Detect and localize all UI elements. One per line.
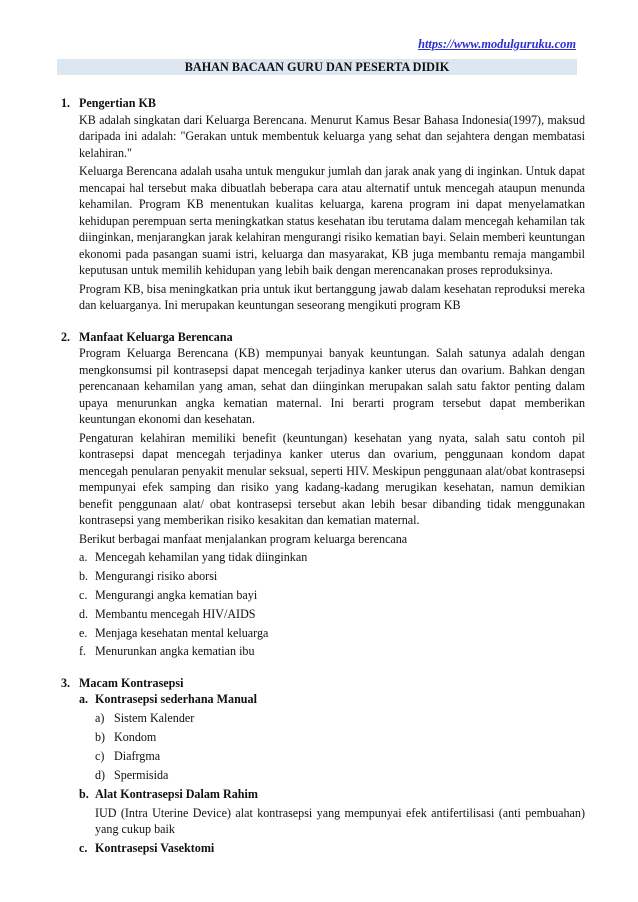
section-number: 1. — [61, 96, 71, 110]
subsection-marker: b. — [79, 786, 89, 801]
paragraph: Pengaturan kelahiran memiliki benefit (keuntungan) kesehatan yang nyata, salah satu contoh pil kontrasepsi dapat mencegah terjadinya kanker uterus dan ovarium, penggunaan kondom dapat mencegah penularan penyakit menular seksual, seperti HIV. Meskipun penggunaan alat/obat kontrasepsi mempunyai efek samping dan risiko yang kadang-kadang merugikan kesehatan, namun demikian benefit penggunaan alat/ obat kontrasepsi tersebut akan lebih besar dibanding tidak menggunakan kontrasepsi yang memberikan risiko kesakitan dan kematian maternal. — [79, 430, 585, 527]
list-marker: d) — [95, 768, 106, 783]
subsection-heading — [79, 786, 585, 803]
list-item — [95, 710, 585, 727]
list-marker: c) — [95, 749, 105, 764]
list-item — [95, 748, 585, 765]
list-marker: b. — [79, 568, 89, 583]
list-item — [95, 729, 585, 746]
section-heading — [61, 95, 585, 112]
subsection-marker: c. — [79, 840, 88, 855]
paragraph: Berikut berbagai manfaat menjalankan program keluarga berencana — [79, 531, 408, 546]
section-heading — [61, 329, 585, 346]
section-number: 2. — [61, 329, 71, 344]
list-item — [95, 767, 585, 784]
paragraph: Keluarga Berencana adalah usaha untuk mengukur jumlah dan jarak anak yang di inginkan. Untuk dapat mencapai hal tersebut maka dibuatlah beberapa cara atau alternatif untuk mencegah ataupun menunda kehamilan. Program KB menentukan kualitas keluarga, karena program ini dapat menyelamatkan kehidupan perempuan serta meningkatkan status kesehatan ibu terutama dalam mencegah kehamilan tak diinginkan, menjarangkan jarak kelahiran mengurangi risiko kematian bayi. Selain memberi keuntungan ekonomi pada pasangan suami istri, keluarga dan masyarakat, KB juga membantu remaja mangambil keputusan untuk memilih kehidupan yang lebih baik dengan merencanakan proses reproduksinya. — [79, 164, 585, 277]
section-title: Manfaat Keluarga Berencana — [79, 329, 233, 344]
section-pengertian-kb — [61, 95, 585, 314]
document-title: BAHAN BACAAN GURU DAN PESERTA DIDIK — [57, 59, 577, 75]
list-text: Sistem Kalender — [114, 711, 195, 726]
subsection-title: Alat Kontrasepsi Dalam Rahim — [95, 786, 258, 801]
paragraph: Program KB, bisa meningkatkan pria untuk ikut bertanggung jawab dalam kesehatan reproduksi mereka dan keluarganya. Ini merupakan keuntungan seseorang mengikuti program KB — [79, 281, 585, 312]
section-title: Pengertian KB — [79, 96, 156, 110]
list-text: Mencegah kehamilan yang tidak diinginkan — [95, 550, 308, 564]
list-text: Membantu mencegah HIV/AIDS — [95, 606, 256, 621]
list-marker: f. — [79, 644, 87, 659]
paragraph: IUD (Intra Uterine Device) alat kontrasepsi yang mempunyai efek antifertilisasi (anti pembuahan) yang cukup baik — [95, 805, 585, 837]
list-item — [79, 549, 585, 566]
list-marker: c. — [79, 587, 88, 602]
list-item — [79, 587, 585, 604]
paragraph: Program Keluarga Berencana (KB) mempunyai banyak keuntungan. Salah satunya adalah dengan mengkonsumsi pil kontrasepsi dapat mencegah terjadinya kanker uterus dan ovarium. Bahkan dengan perencanaan kehamilan yang aman, sehat dan diinginkan merupakan salah satu faktor penting dalam upaya menurunkan angka kematian maternal. Ini berarti program tersebut dapat memberikan keuntungan ekonomi dan kesehatan. — [79, 346, 585, 426]
list-marker: a) — [95, 711, 105, 726]
subsection-title: Kontrasepsi Vasektomi — [95, 840, 215, 855]
subsection-title: Kontrasepsi sederhana Manual — [95, 692, 257, 707]
subsection-heading — [79, 840, 585, 857]
source-url-link[interactable]: https://www.modulguruku.com — [418, 37, 576, 51]
list-text: Menjaga kesehatan mental keluarga — [95, 625, 269, 640]
document-body — [61, 95, 585, 871]
list-item — [79, 625, 585, 642]
section-heading — [61, 675, 585, 692]
section-title: Macam Kontrasepsi — [79, 675, 184, 690]
list-item — [79, 643, 585, 660]
list-marker: d. — [79, 606, 89, 621]
subsection-marker: a. — [79, 692, 89, 707]
list-marker: e. — [79, 625, 88, 640]
list-text: Menurunkan angka kematian ibu — [95, 644, 255, 659]
list-item — [79, 568, 585, 585]
list-text: Kondom — [114, 730, 157, 745]
section-number: 3. — [61, 675, 71, 690]
list-text: Spermisida — [114, 768, 169, 783]
subsection-heading — [79, 691, 585, 708]
section-manfaat-kb — [61, 329, 585, 660]
list-text: Mengurangi risiko aborsi — [95, 568, 218, 583]
section-macam-kontrasepsi — [61, 675, 585, 856]
list-marker: a. — [79, 550, 88, 564]
list-marker: b) — [95, 730, 106, 745]
paragraph: KB adalah singkatan dari Keluarga Berencana. Menurut Kamus Besar Bahasa Indonesia(1997), maksud daripada ini adalah: "Gerakan untuk membentuk keluarga yang sehat dan sejahtera dengan membatasi kelahiran." — [79, 112, 585, 160]
list-text: Diafrgma — [114, 749, 161, 764]
list-item — [79, 606, 585, 623]
list-text: Mengurangi angka kematian bayi — [95, 587, 258, 602]
